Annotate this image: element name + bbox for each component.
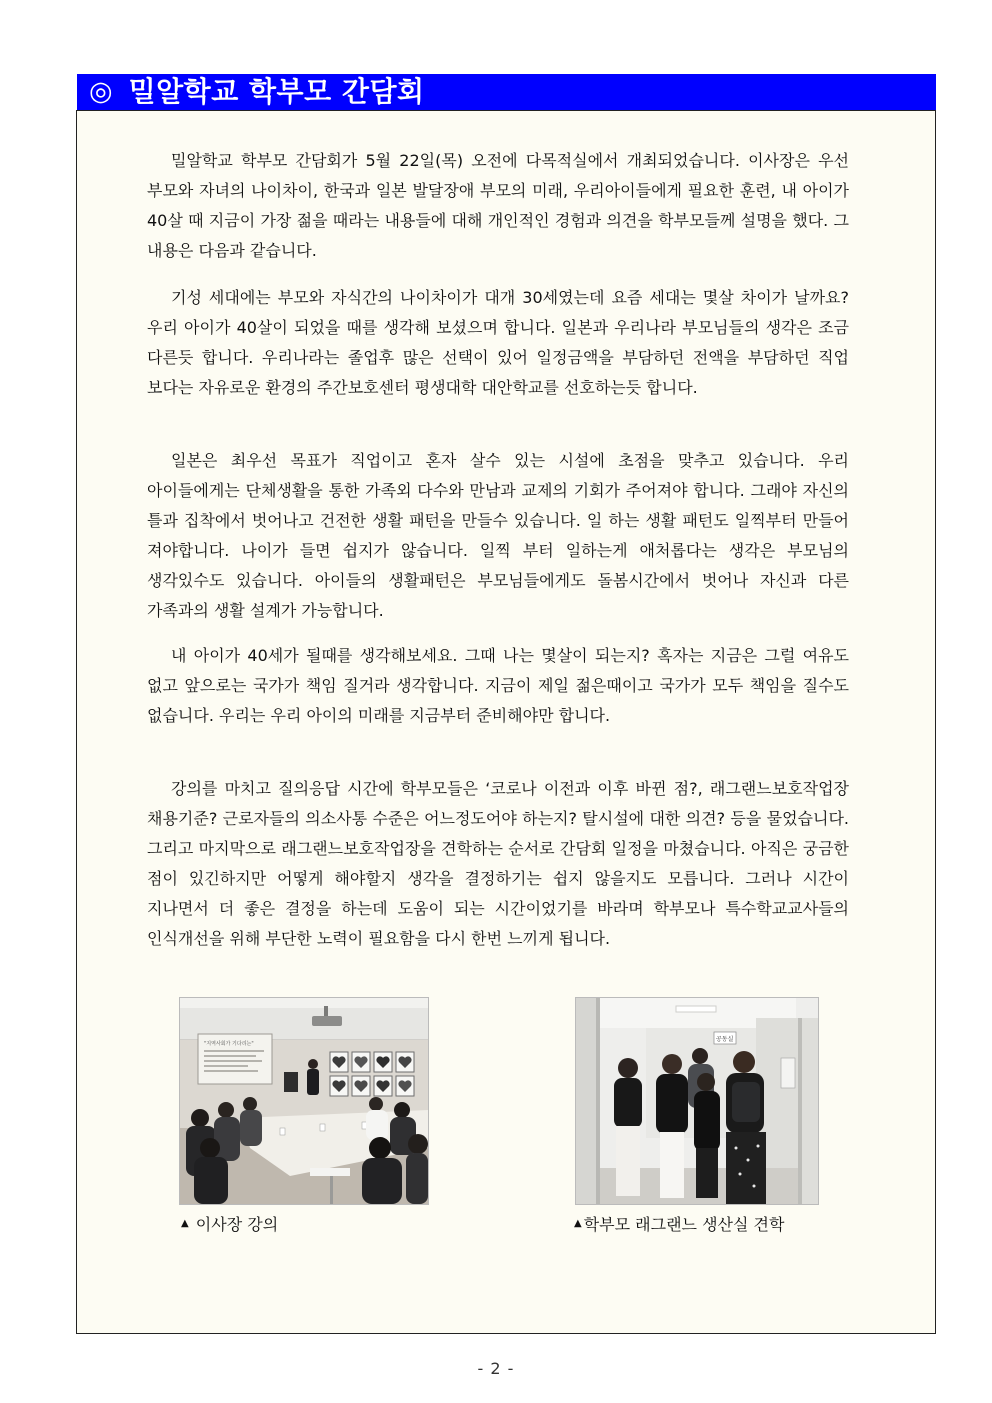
lecture-photo-illustration — [180, 998, 428, 1204]
caption-lecture-text: 이사장 강의 — [195, 1215, 279, 1234]
door-sign-text: 공동실 — [716, 1036, 734, 1043]
bullseye-icon: ◎ — [89, 76, 113, 107]
paragraph-intro: 밀알학교 학부모 간담회가 5월 22일(목) 오전에 다목적실에서 개최되었습니다. 이사장은 우선 부모와 자녀의 나이차이, 한국과 일본 발달장애 부모의 미래, 우리아이들에게 필요한 훈련, 내 아이가 40살 때 지금이 가장 젊을 때라는 내용들에 대해 개인적인 경험과 의견을 학부모들께 설명을 했다. 그 내용은 다음과 같습니다. — [147, 151, 849, 260]
triangle-up-icon: ▲ — [181, 1217, 189, 1229]
page-number: - 2 - — [477, 1359, 515, 1378]
lecture-photo — [179, 997, 429, 1205]
caption-factory-visit-text: 학부모 래그랜느 생산실 견학 — [583, 1215, 785, 1234]
triangle-up-icon: ▲ — [574, 1217, 582, 1229]
factory-visit-photo — [575, 997, 819, 1205]
screen-text: "지역사회가 기다리는" — [204, 1041, 254, 1047]
paragraph-age-gap: 기성 세대에는 부모와 자식간의 나이차이가 대개 30세였는데 요즘 세대는 몇살 차이가 날까요? 우리 아이가 40살이 되었을 때를 생각해 보셨으며 합니다. 일본과 우리나라 부모님들의 생각은 조금 다른듯 합니다. 우리나라는 졸업후 많은 선택이 있어 일정금액을 부담하던 전액을 부담하던 직업 보다는 자유로운 환경의 주간보호센터 평생대학 대안학교를 선호하는듯 합니다. — [147, 288, 849, 397]
caption-factory-visit — [574, 1214, 784, 1237]
caption-lecture — [181, 1214, 278, 1237]
section-title-bar — [77, 74, 936, 110]
section-title: 밀알학교 학부모 간담회 — [128, 75, 425, 108]
article-body — [76, 110, 936, 1334]
paragraph-qna: 강의를 마치고 질의응답 시간에 학부모들은 ‘코로나 이전과 이후 바뀐 점?, 래그랜느보호작업장 채용기준? 근로자들의 의소사통 수준은 어느정도어야 하는지? 탈시설에 대한 의견? 등을 물었습니다. 그리고 마지막으로 래그랜느보호작업장을 견학하는 순서로 간담회 일정을 마쳤습니다. 아직은 궁금한 점이 있긴하지만 어떻게 해야할지 생각을 결정하기는 쉽지 않을지도 모릅니다. 그러나 시간이 지나면서 더 좋은 결정을 하는데 도움이 되는 시간이었기를 바라며 학부모나 특수학교교사들의 인식개선을 위해 부단한 노력이 필요함을 다시 한번 느끼게 됩니다. — [147, 779, 849, 948]
factory-visit-photo-illustration — [576, 998, 818, 1204]
paragraph-japan: 일본은 최우선 목표가 직업이고 혼자 살수 있는 시설에 초점을 맞추고 있습니다. 우리 아이들에게는 단체생활을 통한 가족외 다수와 만남과 교제의 기회가 주어져야 합니다. 그래야 자신의 틀과 집착에서 벗어나고 건전한 생활 패턴을 만들수 있습니다. 일 하는 생활 패턴도 일찍부터 만들어 져야합니다. 나이가 들면 쉽지가 않습니다. 일찍 부터 일하는게 애처롭다는 생각은 부모님의 생각있수도 있습니다. 아이들의 생활패턴은 부모님들에게도 돌봄시간에서 벗어나 자신과 다른 가족과의 생활 설계가 가능합니다. — [147, 451, 849, 620]
paragraph-future: 내 아이가 40세가 될때를 생각해보세요. 그때 나는 몇살이 되는지? 혹자는 지금은 그럴 여유도 없고 앞으로는 국가가 책임 질거라 생각합니다. 지금이 제일 젊은때이고 국가가 모두 책임을 질수도 없습니다. 우리는 우리 아이의 미래를 지금부터 준비해야만 합니다. — [147, 646, 849, 725]
